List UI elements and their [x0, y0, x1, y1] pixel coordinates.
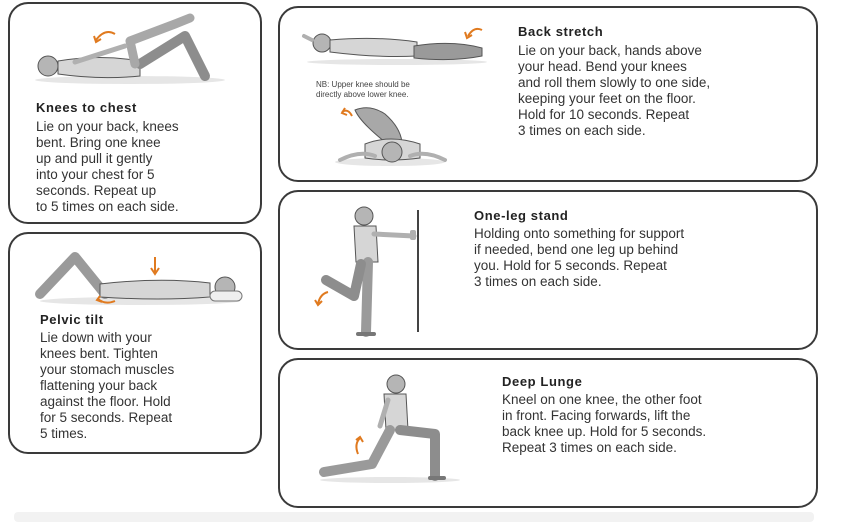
one-leg-stand-illustration	[306, 200, 446, 340]
one-leg-stand-text: Holding onto something for support if needed, bend one leg up behind you. Hold for 5 seconds. Repeat 3 times on each side.	[474, 226, 685, 289]
deep-lunge-title: Deep Lunge	[502, 374, 583, 389]
card-pelvic-tilt	[8, 232, 262, 454]
back-stretch-text: Lie on your back, hands above your head. Bend your knees and roll them slowly to one side, keeping your feet on the floor. Hold for 10 seconds. Repeat 3 times on each side.	[518, 43, 711, 138]
back-stretch-top-illustration	[302, 18, 492, 68]
deep-lunge-text: Kneel on one knee, the other foot in front. Facing forwards, lift the back knee up. Hold for 5 seconds. Repeat 3 times on each side.	[502, 392, 707, 455]
knees-to-chest-illustration	[20, 6, 250, 91]
pelvic-tilt-title: Pelvic tilt	[40, 312, 104, 327]
one-leg-stand-title: One-leg stand	[474, 208, 569, 223]
pelvic-tilt-text: Lie down with your knees bent. Tighten your stomach muscles flattening your back against the floor. Hold for 5 seconds. Repeat 5 times.	[40, 330, 175, 441]
back-stretch-bottom-illustration	[330, 102, 450, 172]
card-knees-to-chest	[8, 2, 262, 224]
knees-to-chest-title: Knees to chest	[36, 100, 137, 115]
back-stretch-title: Back stretch	[518, 24, 604, 39]
card-back-stretch	[278, 6, 818, 182]
deep-lunge-illustration	[310, 368, 460, 488]
knees-to-chest-text: Lie on your back, knees bent. Bring one knee up and pull it gently into your chest for 5 seconds. Repeat up to 5 times on each side.	[36, 119, 179, 214]
card-deep-lunge	[278, 358, 818, 508]
bottom-strip	[14, 512, 814, 522]
back-stretch-note: NB: Upper knee should be directly above lower knee.	[316, 80, 410, 99]
pelvic-tilt-illustration	[20, 239, 250, 319]
card-one-leg-stand	[278, 190, 818, 350]
